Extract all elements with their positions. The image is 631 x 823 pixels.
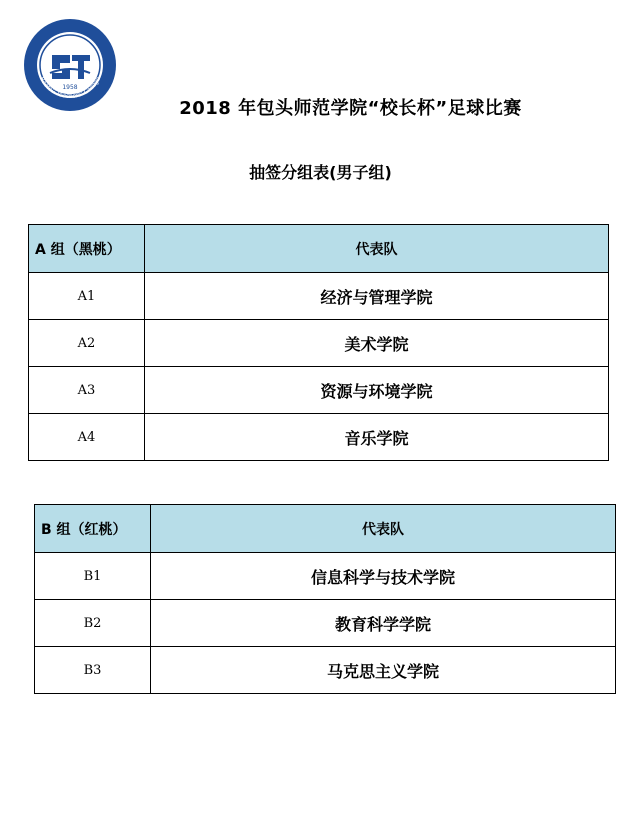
table-row [29, 367, 609, 414]
table-row [35, 647, 616, 694]
team-code: A3 [29, 367, 145, 414]
team-name: 资源与环境学院 [145, 367, 609, 414]
logo-emblem: BT [69, 68, 71, 69]
team-name: 教育科学学院 [151, 600, 616, 647]
team-code: A1 [29, 273, 145, 320]
page-title: 2018 年包头师范学院“校长杯”足球比赛 [179, 98, 522, 119]
team-column-header: 代表队 [151, 505, 616, 553]
table-row [29, 320, 609, 367]
page-subtitle: 抽签分组表(男子组) [249, 163, 392, 182]
team-name: 音乐学院 [145, 414, 609, 461]
group-b-header: B 组（红桃） [35, 505, 151, 553]
logo-ring-text: Baotou Teachers' College [37, 75, 103, 100]
table-row [35, 553, 616, 600]
logo-year: 1958 [62, 84, 78, 91]
team-name: 经济与管理学院 [145, 273, 609, 320]
team-column-header: 代表队 [145, 225, 609, 273]
team-code: A4 [29, 414, 145, 461]
table-header-row [29, 225, 609, 273]
table-row [29, 414, 609, 461]
table-row [35, 600, 616, 647]
group-a-table [28, 224, 609, 461]
team-code: A2 [29, 320, 145, 367]
group-a-header: A 组（黑桃） [29, 225, 145, 273]
table-header-row [35, 505, 616, 553]
team-name: 美术学院 [145, 320, 609, 367]
team-code: B2 [35, 600, 151, 647]
team-name: 马克思主义学院 [151, 647, 616, 694]
team-code: B3 [35, 647, 151, 694]
group-b-table [34, 504, 616, 694]
team-code: B1 [35, 553, 151, 600]
table-row [29, 273, 609, 320]
team-name: 信息科学与技术学院 [151, 553, 616, 600]
